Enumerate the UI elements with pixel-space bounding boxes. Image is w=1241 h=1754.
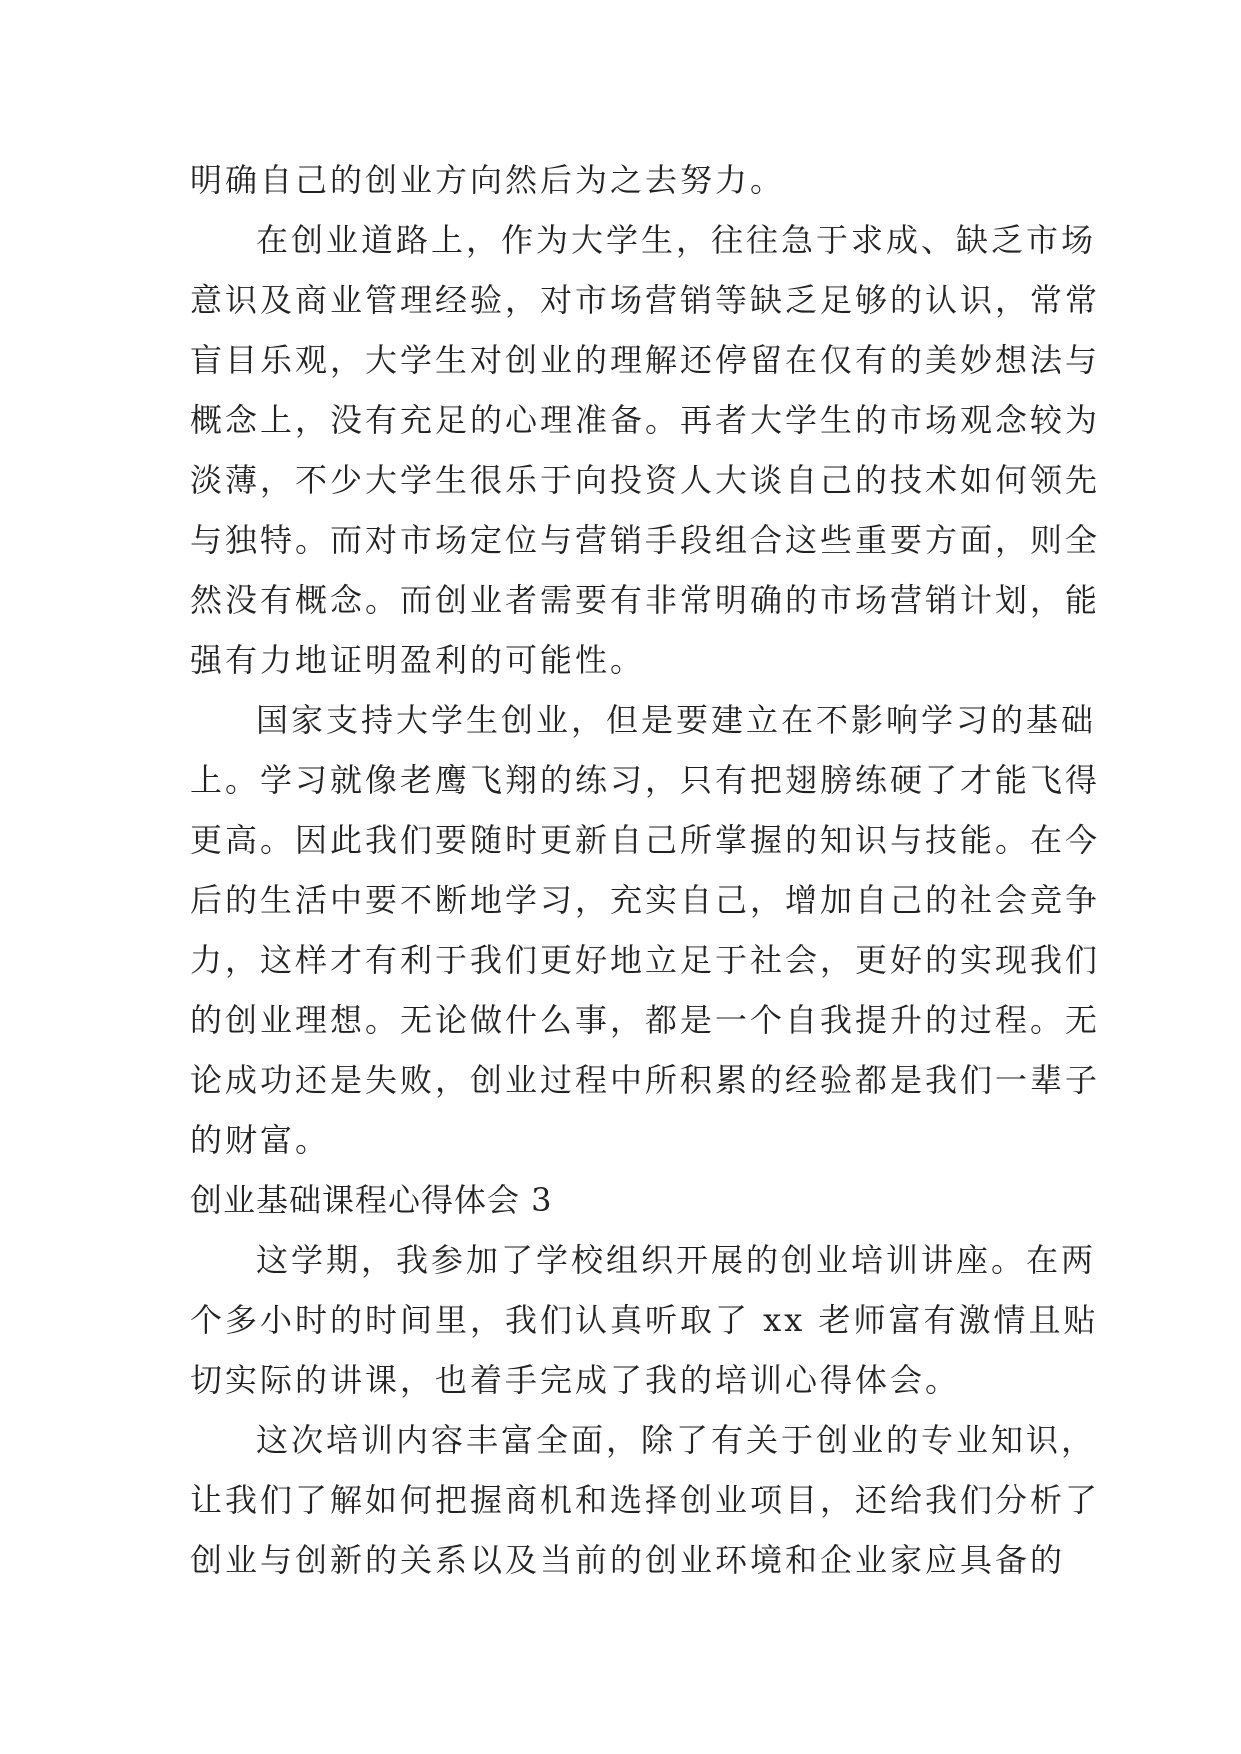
document-body [190, 150, 1101, 1590]
text-line: 切实际的讲课，也着手完成了我的培训心得体会。 [190, 1361, 961, 1399]
text-line: 更高。因此我们要随时更新自己所掌握的知识与技能。在今 [190, 821, 1101, 859]
paragraph [190, 210, 1101, 690]
text-line: 这次培训内容丰富全面，除了有关于创业的专业知识， [256, 1421, 1097, 1459]
text-line: 论成功还是失败，创业过程中所积累的经验都是我们一辈子 [190, 1061, 1101, 1099]
text-line: 在创业道路上，作为大学生，往往急于求成、缺乏市场 [256, 221, 1097, 259]
text-line: 与独特。而对市场定位与营销手段组合这些重要方面，则全 [190, 521, 1101, 559]
text-line: 后的生活中要不断地学习，充实自己，增加自己的社会竞争 [190, 881, 1101, 919]
section-heading: 创业基础课程心得体会 3 [190, 1181, 553, 1219]
text-line: 创业与创新的关系以及当前的创业环境和企业家应具备的 [190, 1541, 1066, 1579]
text-line: 然没有概念。而创业者需要有非常明确的市场营销计划，能 [190, 581, 1101, 619]
text-line: 概念上，没有充足的心理准备。再者大学生的市场观念较为 [190, 401, 1101, 439]
text-line: 个多小时的时间里，我们认真听取了 xx 老师富有激情且贴 [190, 1301, 1099, 1339]
text-line: 上。学习就像老鹰飞翔的练习，只有把翅膀练硬了才能飞得 [190, 761, 1101, 799]
paragraph [190, 1230, 1099, 1410]
text-line: 盲目乐观，大学生对创业的理解还停留在仅有的美妙想法与 [190, 341, 1101, 379]
text-line: 的创业理想。无论做什么事，都是一个自我提升的过程。无 [190, 1001, 1101, 1039]
text-line: 明确自己的创业方向然后为之去努力。 [190, 161, 786, 199]
paragraph [190, 150, 1060, 210]
paragraph [190, 1410, 1101, 1590]
text-line: 意识及商业管理经验，对市场营销等缺乏足够的认识，常常 [190, 281, 1101, 319]
text-line: 这学期，我参加了学校组织开展的创业培训讲座。在两 [256, 1241, 1097, 1279]
text-line: 淡薄，不少大学生很乐于向投资人大谈自己的技术如何领先 [190, 461, 1101, 499]
text-line: 强有力地证明盈利的可能性。 [190, 641, 646, 679]
text-line: 国家支持大学生创业，但是要建立在不影响学习的基础 [256, 701, 1097, 739]
text-line: 力，这样才有利于我们更好地立足于社会，更好的实现我们 [190, 941, 1101, 979]
paragraph [190, 690, 1101, 1170]
text-line: 的财富。 [190, 1121, 331, 1159]
text-line: 让我们了解如何把握商机和选择创业项目，还给我们分析了 [190, 1481, 1101, 1519]
